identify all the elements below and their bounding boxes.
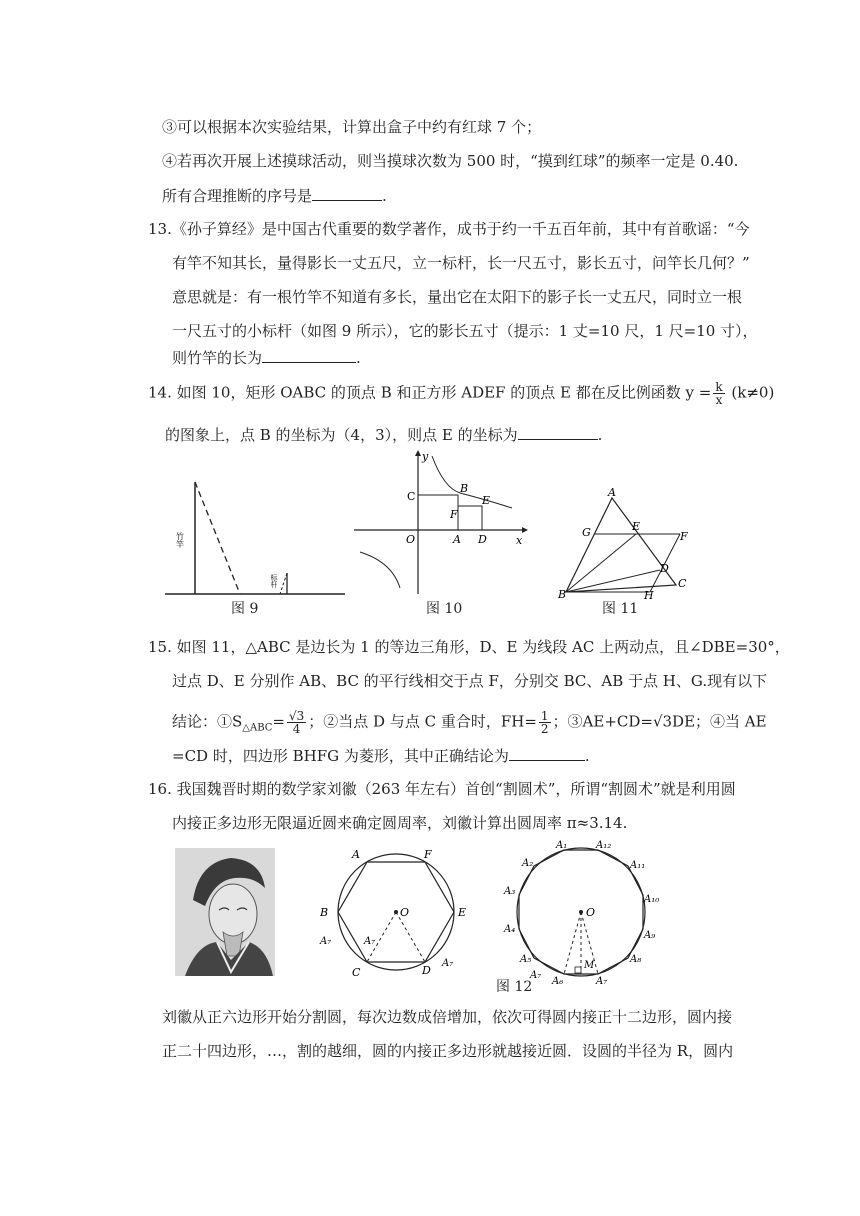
- fig9-pole-label: 竹竿: [175, 532, 185, 548]
- fig12-caption: 图 12: [496, 979, 533, 995]
- q16-line-2: 内接正多边形无限逼近圆来确定圆周率，刘徽计算出圆周率 π≈3.14.: [172, 814, 628, 832]
- q15-frac2-den: 2: [540, 722, 549, 736]
- q15-fraction-1: [287, 710, 306, 735]
- q16-line-1: 16. 我国魏晋时期的数学家刘徽（263 年左右）首创“割圆术”，所谓“割圆术”就是利用圆: [148, 780, 736, 798]
- fig12-dod-label-A2: A₂: [522, 858, 534, 869]
- figure-10: [352, 448, 532, 596]
- q15-line-4: [172, 744, 590, 767]
- fig12-hex-label-A: A: [352, 848, 360, 861]
- fig12-dod-label-A1: A₁: [556, 840, 568, 851]
- q15-frac1-num: √3: [288, 709, 305, 723]
- fig12-radius-OA6: [564, 912, 581, 974]
- q15-fraction-2: [539, 710, 551, 735]
- q15-ask: =CD 时，四边形 BHFG 为菱形，其中正确结论为: [172, 747, 509, 765]
- fig12-dod-label-A5: A₅: [520, 954, 532, 965]
- fig10-label-E: E: [482, 494, 491, 507]
- q15-answer-blank[interactable]: [509, 744, 585, 761]
- fig9-sun-ray: [195, 482, 240, 594]
- fig12-dod-label-A10: A₁₀: [644, 894, 660, 905]
- fig10-hyperbola-q3: [360, 552, 400, 588]
- q13-line-1: 13.《孙子算经》是中国古代重要的数学著作，成书于约一千五百年前，其中有首歌谣：“今: [148, 220, 750, 238]
- figure-12-hexagon: [316, 840, 476, 982]
- fig10-label-y: y: [422, 450, 429, 463]
- q15-conclusion-2: ；②当点 D 与点 C 重合时，FH=: [308, 712, 537, 731]
- fig12-dod-label-A3: A₃: [504, 886, 516, 897]
- q14-ask: 的图象上，点 B 的坐标为（4，3），则点 E 的坐标为: [165, 426, 518, 444]
- q15-frac1-den: 4: [292, 722, 301, 736]
- q13-answer-blank[interactable]: [262, 346, 356, 363]
- figure-12-dodecagon: [496, 838, 696, 986]
- q13-line-3: 意思就是：有一根竹竿不知道有多长，量出它在太阳下的影子长一丈五尺，同时立一根: [172, 288, 743, 306]
- q14-answer-blank[interactable]: [518, 423, 598, 440]
- fig11-caption: 图 11: [602, 601, 639, 617]
- q15-end: .: [584, 747, 590, 765]
- fig11-label-E: E: [632, 520, 641, 533]
- fig12-dod-label-A7-left: A₇: [530, 970, 542, 981]
- q15-conclusions-start: 结论：①S: [172, 712, 243, 731]
- fig10-label-O: O: [406, 533, 416, 546]
- fig9-stick-ray: [280, 573, 287, 594]
- q12-end: .: [382, 187, 387, 205]
- fig10-label-F: F: [450, 508, 458, 521]
- portrait-liu-hui-image: [175, 848, 275, 976]
- fig12-dod-label-A9: A₉: [644, 930, 656, 941]
- q12-ask: 所有合理推断的序号是: [162, 187, 313, 205]
- q15-conclusion-3: ；③AE+CD=√3DE；④当 AE: [552, 712, 767, 731]
- fig12-hex-label-F: F: [424, 848, 432, 861]
- fig12-dod-label-A7: A₇: [596, 976, 608, 986]
- fig11-label-A: A: [608, 488, 616, 499]
- q13-line-2: 有竿不知其长，量得影长一丈五尺，立一标杆，长一尺五寸，影长五寸，问竿长几何？”: [172, 254, 750, 272]
- q12-statement-3: ③可以根据本次实验结果，计算出盒子中约有红球 7 个；: [162, 118, 542, 136]
- fig10-square-ADEF: [458, 506, 482, 530]
- fig11-label-F: F: [680, 530, 688, 543]
- fig10-label-D: D: [478, 533, 487, 546]
- q15-frac2-num: 1: [540, 709, 549, 723]
- q14-k: k: [715, 380, 723, 394]
- q14-condition: (k≠0): [731, 383, 775, 402]
- tail-line-2: 正二十四边形，…，割的越细，圆的内接正多边形就越接近圆．设圆的半径为 R，圆内: [162, 1042, 734, 1060]
- fig12-hex-label-D: D: [422, 964, 431, 977]
- fig12-dod-label-A4: A₄: [504, 924, 516, 935]
- fig11-label-G: G: [582, 526, 591, 539]
- figure-11: [556, 488, 696, 600]
- fig12-hex-label-A7b: A₇: [364, 936, 376, 947]
- q13-ask: 则竹竿的长为: [172, 349, 263, 367]
- q15-line-2: 过点 D、E 分别作 AB、BC 的平行线相交于点 F，分别交 BC、AB 于点 H、G.现有以下: [172, 672, 768, 690]
- fig10-label-A: A: [453, 533, 461, 546]
- q12-statement-4: ④若再次开展上述摸球活动，则当摸球次数为 500 时，“摸到红球”的频率一定是 0.40.: [162, 152, 739, 170]
- fig10-label-x: x: [516, 534, 523, 547]
- q12-answer-blank[interactable]: [312, 184, 382, 201]
- fig11-label-B: B: [558, 588, 567, 600]
- fig11-label-C: C: [678, 577, 687, 590]
- fig12-hex-label-E: E: [458, 906, 467, 919]
- fig10-hyperbola-q1: [432, 456, 512, 508]
- q15-equals: =: [272, 712, 285, 731]
- q13-end: .: [356, 349, 361, 367]
- fig12-dod-label-A6: A₆: [552, 976, 564, 986]
- q13-line-4: 一尺五寸的小标杆（如图 9 所示），它的影长五寸（提示：1 丈=10 尺，1 尺=10 寸），: [172, 322, 758, 340]
- fig12-dod-label-A12: A₁₂: [596, 840, 612, 851]
- q15-line-1: 15. 如图 11，△ABC 是边长为 1 的等边三角形，D、E 为线段 AC 上两动点，且∠DBE=30°，: [148, 638, 790, 656]
- fig12-dod-label-A8: A₈: [630, 954, 642, 965]
- fig12-dod-label-A11: A₁₁: [630, 860, 646, 871]
- fig11-label-H: H: [644, 589, 654, 600]
- q15-line-3: [172, 710, 767, 740]
- fig9-stick-label: 标杆: [270, 574, 278, 588]
- q14-fraction: [713, 381, 724, 406]
- fig12-hex-label-O: O: [400, 906, 410, 919]
- fig12-hex-label-A7c: A₇: [442, 958, 454, 969]
- q14-line-1: [148, 381, 774, 406]
- fig11-label-D: D: [660, 562, 669, 575]
- figure-9: [160, 470, 350, 600]
- fig9-caption: 图 9: [231, 601, 259, 617]
- fig12-hex-label-C: C: [352, 966, 361, 979]
- fig10-label-C: C: [407, 490, 416, 503]
- q15-area-subscript: △ABC: [242, 722, 273, 734]
- fig12-hex-label-A7a: A₇: [320, 936, 332, 947]
- fig12-dod-label-O: O: [586, 906, 596, 919]
- q14-text: 14. 如图 10，矩形 OABC 的顶点 B 和正方形 ADEF 的顶点 E 都在反比例函数: [148, 383, 681, 402]
- q14-end: .: [597, 426, 603, 444]
- q14-function-y: y =: [685, 383, 712, 402]
- q12-question: [162, 184, 387, 207]
- tail-line-1: 刘徽从正六边形开始分割圆，每次边数成倍增加，依次可得圆内接正十二边形，圆内接: [162, 1008, 733, 1026]
- q13-line-5: [172, 346, 361, 369]
- fig10-caption: 图 10: [426, 601, 463, 617]
- fig12-radius-OD: [396, 912, 425, 962]
- fig12-hex-label-B: B: [320, 906, 329, 919]
- q14-line-2: [165, 423, 602, 446]
- q14-x: x: [715, 393, 723, 407]
- fig12-dod-label-M: M: [584, 960, 595, 971]
- fig10-label-B: B: [460, 482, 469, 495]
